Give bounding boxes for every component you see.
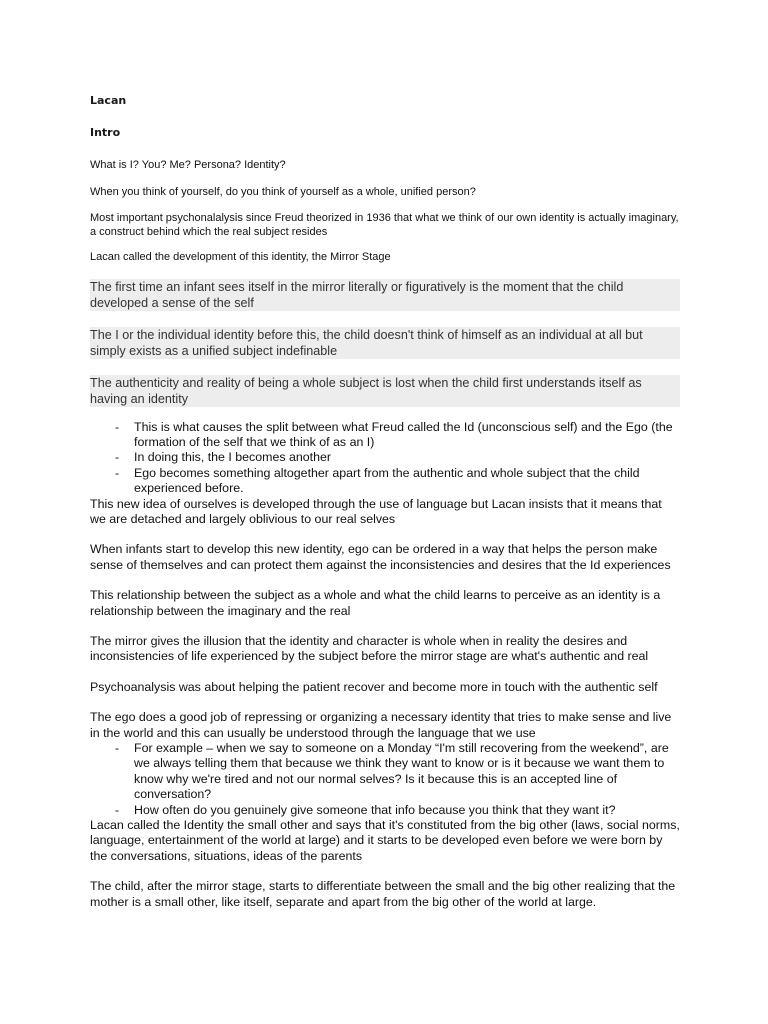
list-item: - For example – when we say to someone on a Monday “I'm still recovering from the weekend”, are we always telling them that because we think they want to know or is it because we want them to know why we're tired and not our normal selves? Is it because this is an accepted line of conversation? [90, 741, 680, 803]
list-item: - In doing this, the I becomes another [90, 450, 680, 465]
section-heading-intro: Intro [90, 126, 121, 139]
document-page [90, 94, 680, 910]
intro-paragraph: What is I? You? Me? Persona? Identity? [90, 159, 286, 171]
list-item: - This is what causes the split between what Freud called the Id (unconscious self) and the Ego (the formation of the self that we think of as an I) [90, 420, 680, 451]
body-paragraph: The child, after the mirror stage, starts to differentiate between the small and the big other realizing that the mother is a small other, like itself, separate and apart from the big other of the world at large. [90, 879, 676, 909]
intro-paragraph: Most important psychonalalysis since Freud theorized in 1936 that what we think of our own identity is actually imaginary, a construct behind which the real subject resides [90, 212, 679, 238]
body-paragraph: The mirror gives the illusion that the identity and character is whole when in reality the desires and inconsistencies of life experienced by the subject before the mirror stage are what's authentic and real [90, 633, 649, 664]
highlighted-paragraph: The I or the individual identity before this, the child doesn't think of himself as an individual at all but simply exists as a unified subject indefinable [90, 327, 680, 359]
bullet-list [90, 741, 680, 818]
body-paragraph: Psychoanalysis was about helping the patient recover and become more in touch with the authentic self [90, 679, 658, 694]
bullet-list [90, 420, 680, 497]
intro-paragraph: When you think of yourself, do you think of yourself as a whole, unified person? [90, 185, 476, 198]
list-item: - Ego becomes something altogether apart from the authentic and whole subject that the child experienced before. [90, 466, 680, 497]
body-paragraph: The ego does a good job of repressing or organizing a necessary identity that tries to make sense and live in the world and this can usually be understood through the language that we use [90, 710, 672, 740]
body-paragraph: Lacan called the Identity the small other and says that it's constituted from the big other (laws, social norms, language, entertainment of the world at large) and it starts to be developed even before we were born by the conversations, situations, ideas of the parents [90, 818, 680, 863]
body-paragraph: When infants start to develop this new identity, ego can be ordered in a way that helps the person make sense of themselves and can protect them against the inconsistencies and desires that the Id experiences [90, 542, 671, 572]
highlighted-paragraph: The first time an infant sees itself in the mirror literally or figuratively is the moment that the child developed a sense of the self [90, 279, 680, 311]
document-title: Lacan [90, 94, 127, 107]
highlighted-paragraph: The authenticity and reality of being a whole subject is lost when the child first understands itself as having an identity [90, 375, 680, 407]
list-item: - How often do you genuinely give someone that info because you think that they want it? [90, 803, 680, 818]
body-paragraph: This relationship between the subject as a whole and what the child learns to perceive as an identity is a relationship between the imaginary and the real [90, 588, 661, 618]
body-paragraph: This new idea of ourselves is developed through the use of language but Lacan insists that it means that we are detached and largely oblivious to our real selves [90, 496, 662, 526]
intro-paragraph: Lacan called the development of this identity, the Mirror Stage [90, 251, 391, 263]
